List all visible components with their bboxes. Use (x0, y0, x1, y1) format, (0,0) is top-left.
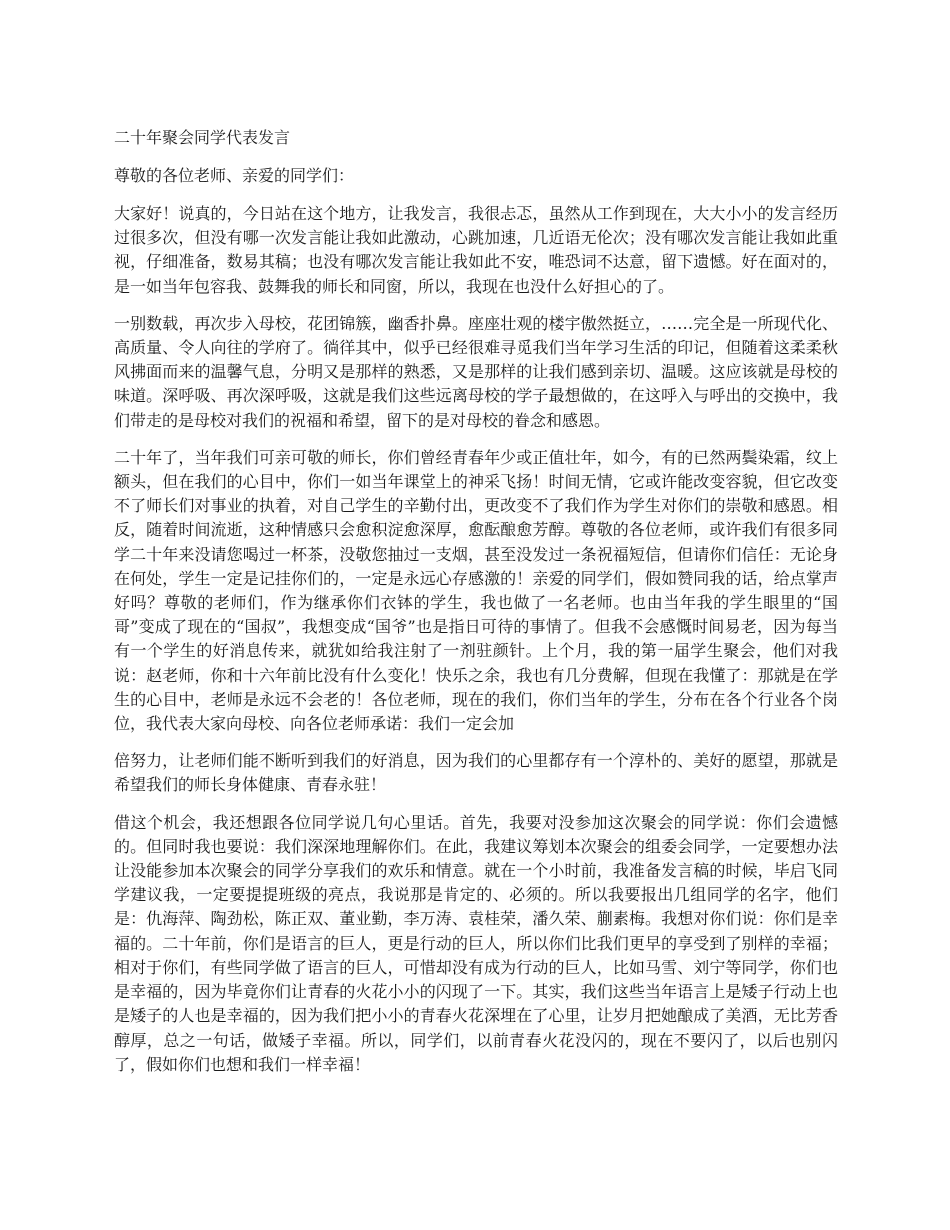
paragraph-teachers: 二十年了，当年我们可亲可敬的师长，你们曾经青春年少或正值壮年，如今，有的已然两鬓染霜，纹上额头，但在我们的心目中，你们一如当年课堂上的神采飞扬！时间无情，它或许能改变容貌，但它改变不了师长们对事业的执着，对自己学生的辛勤付出，更改变不了我们作为学生对你们的崇敬和感恩。相反，随着时间流逝，这种情感只会愈积淀愈深厚，愈酝酿愈芳醇。尊敬的各位老师，或许我们有很多同学二十年来没请您喝过一杯茶，没敬您抽过一支烟，甚至没发过一条祝福短信，但请你们信任：无论身在何处，学生一定是记挂你们的，一定是永远心存感激的！亲爱的同学们，假如赞同我的话，给点掌声好吗？尊敬的老师们，作为继承你们衣钵的学生，我也做了一名老师。也由当年我的学生眼里的“国哥”变成了现在的“国叔”，我想变成“国爷”也是指日可待的事情了。但我不会感慨时间易老，因为每当有一个学生的好消息传来，就犹如给我注射了一剂驻颜针。上个月，我的第一届学生聚会，他们对我说：赵老师，你和十六年前比没有什么变化！快乐之余，我也有几分费解，但现在我懂了：那就是在学生的心目中，老师是永远不会老的！各位老师，现在的我们，你们当年的学生，分布在各个行业各个岗位，我代表大家向母校、向各位老师承诺：我们一定会加 (114, 447, 838, 734)
paragraph-classmates: 借这个机会，我还想跟各位同学说几句心里话。首先，我要对没参加这次聚会的同学说：你们会遗憾的。但同时我也要说：我们深深地理解你们。在此，我建议筹划本次聚会的组委会同学，一定要想办法让没能参加本次聚会的同学分享我们的欢乐和情意。就在一个小时前，我准备发言稿的时候，毕启飞同学建议我，一定要提提班级的亮点，我说那是肯定的、必须的。所以我要报出几组同学的名字，他们是：仇海萍、陶劲松，陈正双、董业勤，李万涛、袁桂荣，潘久荣、蒯素梅。我想对你们说：你们是幸福的。二十年前，你们是语言的巨人，更是行动的巨人，所以你们比我们更早的享受到了别样的幸福；相对于你们，有些同学做了语言的巨人，可惜却没有成为行动的巨人，比如马雪、刘宁等同学，你们也是幸福的，因为毕竟你们让青春的火花小小的闪现了一下。其实，我们这些当年语言上是矮子行动上也是矮子的人也是幸福的，因为我们把小小的青春火花深埋在了心里，让岁月把她酿成了美酒，无比芳香醇厚，总之一句话，做矮子幸福。所以，同学们，以前青春火花没闪的，现在不要闪了，以后也别闪了，假如你们也想和我们一样幸福！ (114, 812, 838, 1074)
document-title: 二十年聚会同学代表发言 (114, 128, 291, 147)
paragraph-promise: 倍努力，让老师们能不断听到我们的好消息，因为我们的心里都存有一个淳朴的、美好的愿望，那就是希望我们的师长身体健康、青春永驻！ (114, 751, 838, 795)
paragraph-return-to-school: 一别数载，再次步入母校，花团锦簇，幽香扑鼻。座座壮观的楼宇傲然挺立，……完全是一所现代化、高质量、令人向往的学府了。徜徉其中，似乎已经很难寻觅我们当年学习生活的印记，但随着这柔柔秋风拂面而来的温馨气息，分明又是那样的熟悉，又是那样的让我们感到亲切、温暖。这应该就是母校的味道。深呼吸、再次深呼吸，这就是我们这些远离母校的学子最想做的，在这呼入与呼出的交换中，我们带走的是母校对我们的祝福和希望，留下的是对母校的眷念和感恩。 (114, 313, 838, 430)
document-page (114, 126, 838, 1090)
salutation: 尊敬的各位老师、亲爱的同学们： (114, 166, 355, 185)
paragraph-opening: 大家好！说真的，今日站在这个地方，让我发言，我很忐忑，虽然从工作到现在，大大小小的发言经历过很多次，但没有哪一次发言能让我如此激动，心跳加速，几近语无伦次；没有哪次发言能让我如此重视，仔细准备，数易其稿；也没有哪次发言能让我如此不安，唯恐词不达意，留下遗憾。好在面对的，是一如当年包容我、鼓舞我的师长和同窗，所以，我现在也没什么好担心的了。 (114, 204, 838, 296)
